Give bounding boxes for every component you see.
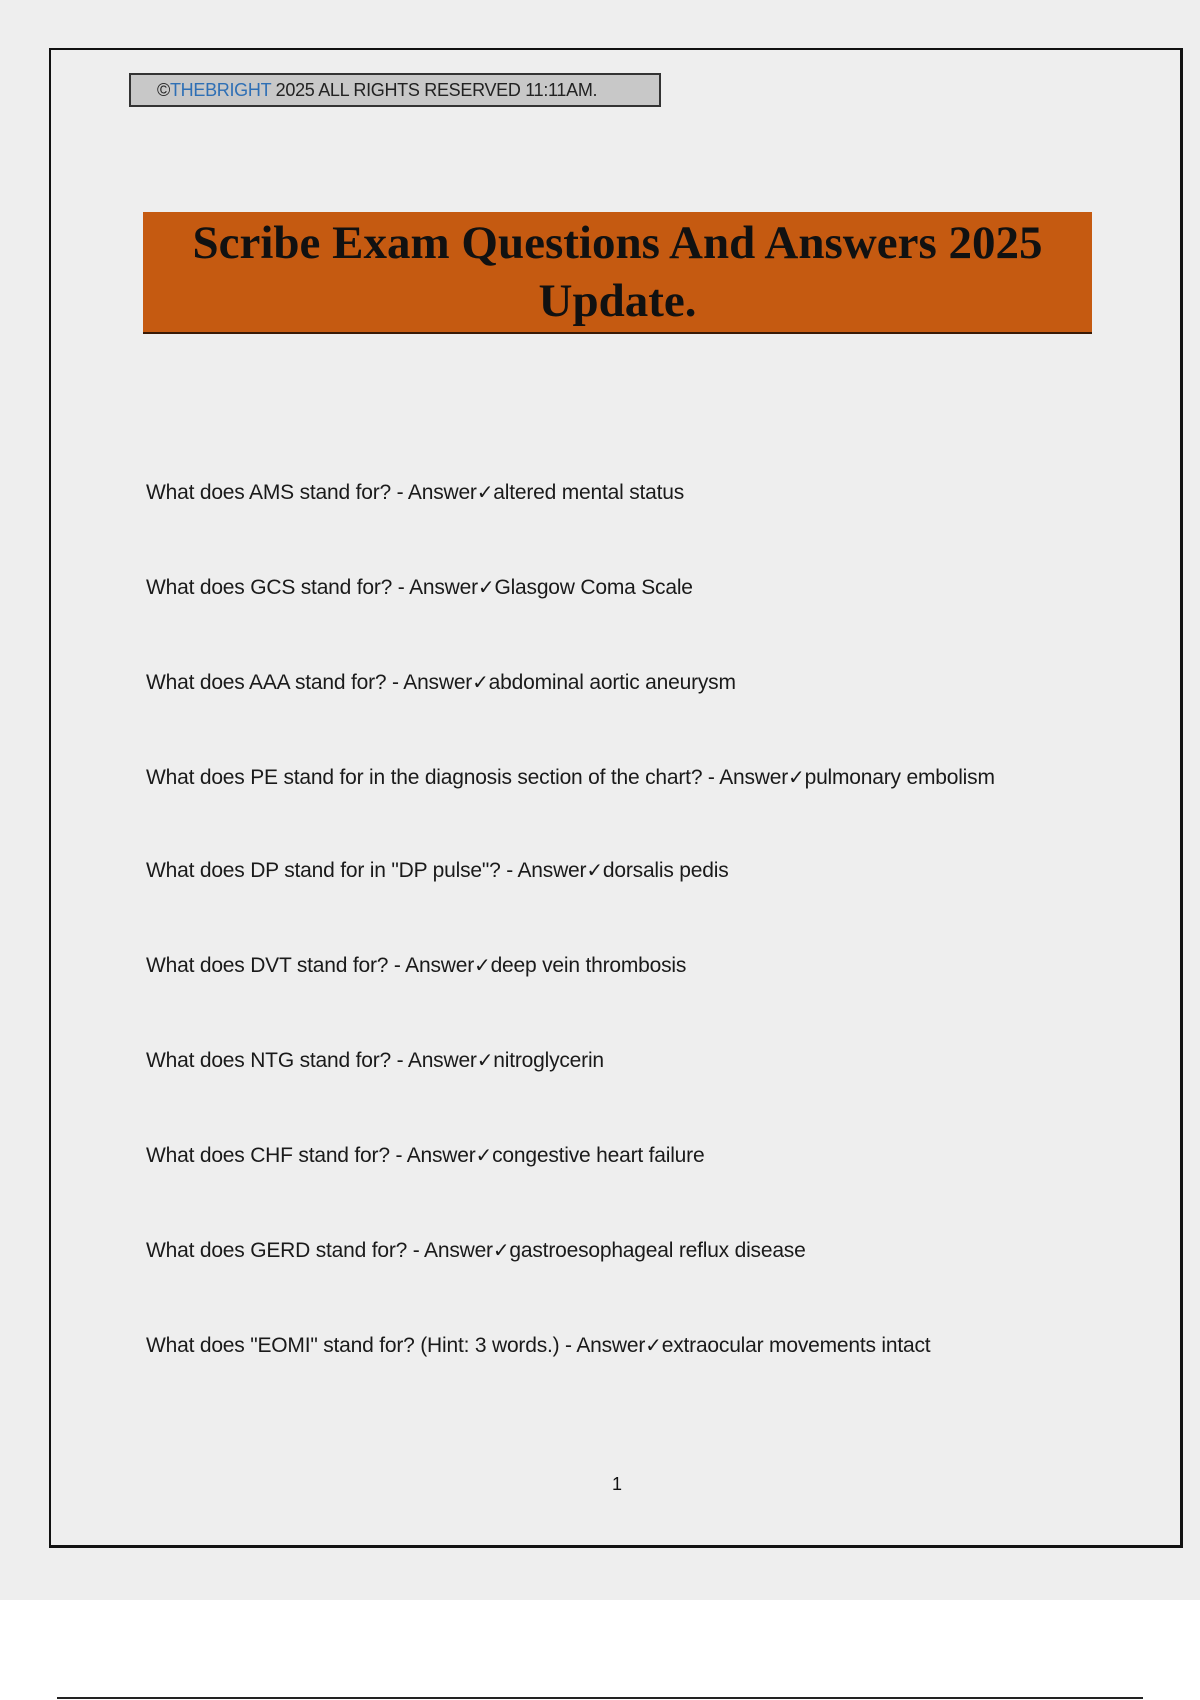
copyright-box bbox=[129, 73, 661, 107]
checkmark-icon: ✓ bbox=[476, 1048, 494, 1072]
answer-label: Answer bbox=[407, 1049, 477, 1072]
qa-item bbox=[146, 1333, 930, 1358]
checkmark-icon: ✓ bbox=[474, 953, 491, 977]
answer-label: Answer bbox=[576, 1334, 646, 1357]
qa-item bbox=[146, 1238, 806, 1263]
copyright-symbol: © bbox=[157, 80, 170, 100]
qa-answer: congestive heart failure bbox=[492, 1144, 705, 1167]
qa-question: What does AMS stand for? - bbox=[146, 481, 408, 504]
answer-label: Answer bbox=[424, 1239, 493, 1262]
qa-question: What does DP stand for in "DP pulse"? - bbox=[146, 859, 518, 882]
checkmark-icon: ✓ bbox=[475, 1143, 493, 1167]
checkmark-icon: ✓ bbox=[586, 858, 603, 882]
qa-item bbox=[146, 858, 729, 883]
qa-question: What does PE stand for in the diagnosis section of the chart? - bbox=[146, 766, 720, 789]
copyright-brand: THEBRIGHT bbox=[169, 80, 271, 100]
qa-question: What does "EOMI" stand for? (Hint: 3 words.) - bbox=[146, 1334, 577, 1357]
checkmark-icon: ✓ bbox=[788, 765, 805, 789]
qa-question: What does AAA stand for? - bbox=[146, 671, 404, 694]
checkmark-icon: ✓ bbox=[492, 1238, 510, 1262]
qa-question: What does GERD stand for? - bbox=[146, 1239, 425, 1262]
answer-label: Answer bbox=[407, 481, 477, 504]
qa-item bbox=[146, 765, 995, 790]
qa-answer: dorsalis pedis bbox=[602, 859, 729, 882]
qa-answer: nitroglycerin bbox=[493, 1049, 604, 1072]
qa-item bbox=[146, 480, 684, 505]
checkmark-icon: ✓ bbox=[472, 670, 489, 694]
qa-answer: pulmonary embolism bbox=[804, 766, 995, 789]
qa-question: What does NTG stand for? - bbox=[146, 1049, 408, 1072]
title-banner bbox=[143, 212, 1092, 334]
qa-answer: deep vein thrombosis bbox=[490, 954, 687, 977]
checkmark-icon: ✓ bbox=[477, 575, 495, 599]
qa-answer: gastroesophageal reflux disease bbox=[509, 1239, 806, 1262]
document-title: Scribe Exam Questions And Answers 2025 Update. bbox=[192, 217, 1043, 327]
qa-question: What does GCS stand for? - bbox=[146, 576, 410, 599]
answer-label: Answer bbox=[409, 576, 478, 599]
qa-item bbox=[146, 670, 736, 695]
qa-answer: abdominal aortic aneurysm bbox=[488, 671, 736, 694]
qa-answer: Glasgow Coma Scale bbox=[494, 576, 693, 599]
qa-item bbox=[146, 953, 686, 978]
checkmark-icon: ✓ bbox=[645, 1333, 662, 1357]
answer-label: Answer bbox=[403, 671, 473, 694]
qa-answer: extraocular movements intact bbox=[661, 1334, 931, 1357]
divider bbox=[57, 1697, 1143, 1699]
answer-label: Answer bbox=[517, 859, 587, 882]
answer-label: Answer bbox=[405, 954, 474, 977]
qa-question: What does DVT stand for? - bbox=[146, 954, 406, 977]
answer-label: Answer bbox=[719, 766, 789, 789]
page-number: 1 bbox=[611, 1474, 622, 1494]
checkmark-icon: ✓ bbox=[476, 480, 494, 504]
copyright-rights-text: 2025 ALL RIGHTS RESERVED 11:11AM. bbox=[270, 80, 598, 100]
qa-answer: altered mental status bbox=[493, 481, 685, 504]
qa-question: What does CHF stand for? - bbox=[146, 1144, 407, 1167]
qa-item bbox=[146, 575, 693, 600]
qa-item bbox=[146, 1143, 704, 1168]
answer-label: Answer bbox=[406, 1144, 476, 1167]
qa-item bbox=[146, 1048, 604, 1073]
